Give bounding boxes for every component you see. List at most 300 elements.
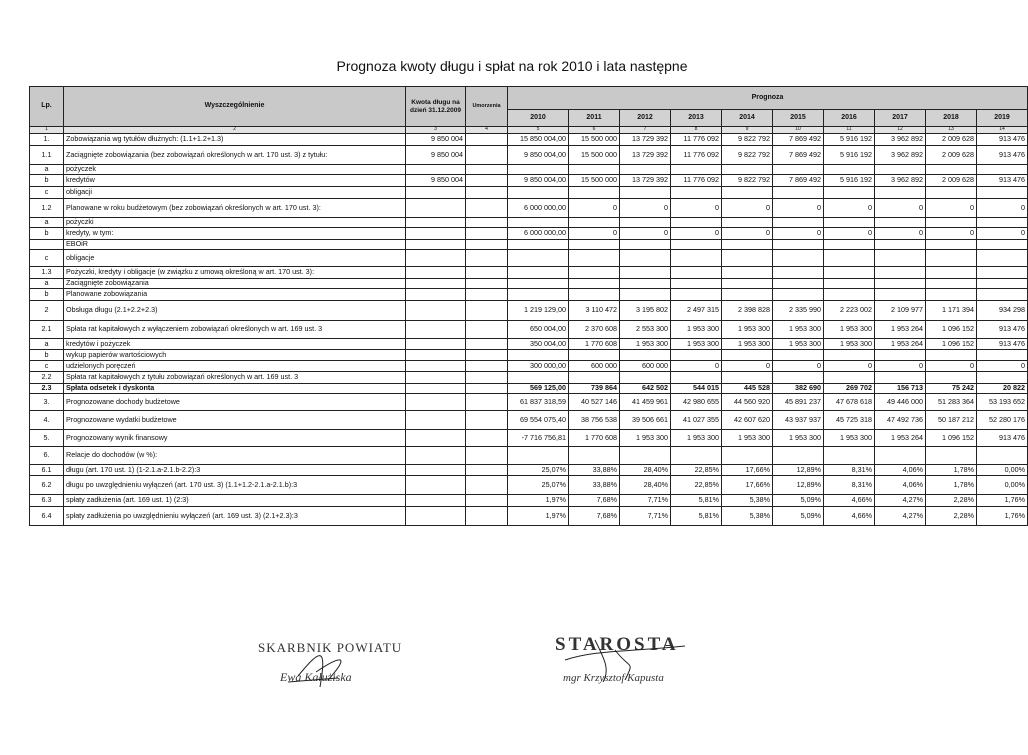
row-description: spłaty zadłużenia po uwzględnieniu wyłączeń (art. 169 ust. 3) (2.1+2.3):3 [64,507,406,526]
forecast-value-cell [977,372,1028,384]
forecast-value-cell: 913 476 [977,339,1028,350]
forecast-value-cell [569,187,620,199]
forecast-value-cell: 75 242 [926,384,977,394]
forecast-value-cell: 6 000 000,00 [508,228,569,240]
table-row [30,279,1028,289]
forecast-value-cell: 9 822 792 [722,134,773,146]
column-number: 12 [875,127,926,134]
forecast-value-cell: 38 756 538 [569,411,620,430]
forecast-value-cell: 2,28% [926,495,977,507]
row-description: Relacje do dochodów (w %): [64,447,406,465]
forecast-value-cell: 739 864 [569,384,620,394]
forecast-value-cell: 51 283 364 [926,394,977,411]
forecast-value-cell: 7 869 492 [773,146,824,165]
forecast-value-cell: 9 822 792 [722,146,773,165]
forecast-value-cell: 9 850 004,00 [508,175,569,187]
forecast-value-cell [722,447,773,465]
forecast-value-cell: 650 004,00 [508,321,569,339]
forecast-value-cell: 0 [620,199,671,218]
forecast-value-cell [671,289,722,301]
umorzenia-cell [466,411,508,430]
forecast-value-cell: 25,07% [508,465,569,476]
forecast-value-cell: 5,38% [722,495,773,507]
row-number: a [30,165,64,175]
forecast-value-cell [671,187,722,199]
forecast-value-cell [722,218,773,228]
forecast-value-cell: 17,66% [722,465,773,476]
umorzenia-cell [466,372,508,384]
forecast-value-cell: 2 109 977 [875,301,926,321]
forecast-value-cell [508,372,569,384]
year-header: 2015 [773,110,824,127]
forecast-value-cell [569,165,620,175]
forecast-value-cell: 42 607 620 [722,411,773,430]
forecast-value-cell [824,187,875,199]
col-header-kwota: Kwota długu na dzień 31.12.2009 [406,87,466,127]
forecast-value-cell: 0 [875,361,926,372]
forecast-value-cell [671,267,722,279]
forecast-value-cell [620,240,671,250]
forecast-value-cell [824,289,875,301]
forecast-value-cell: 2 009 628 [926,146,977,165]
forecast-value-cell [773,279,824,289]
forecast-value-cell: 934 298 [977,301,1028,321]
umorzenia-cell [466,301,508,321]
treasurer-signature [258,640,408,685]
umorzenia-cell [466,465,508,476]
forecast-value-cell: 269 702 [824,384,875,394]
forecast-value-cell [671,250,722,267]
forecast-value-cell [671,279,722,289]
forecast-value-cell: 382 690 [773,384,824,394]
forecast-value-cell: 0 [824,199,875,218]
starost-name: mgr Krzysztof Kapusta [563,672,664,684]
umorzenia-cell [466,165,508,175]
debt-forecast-table [29,86,1028,526]
forecast-value-cell: 1 953 300 [824,339,875,350]
forecast-value-cell [977,267,1028,279]
forecast-value-cell: 49 446 000 [875,394,926,411]
forecast-value-cell [722,187,773,199]
forecast-value-cell: 3 195 802 [620,301,671,321]
forecast-value-cell: 7 869 492 [773,134,824,146]
umorzenia-cell [466,199,508,218]
row-description: Planowane w roku budżetowym (bez zobowiązań określonych w art. 170 ust. 3): [64,199,406,218]
forecast-value-cell [671,165,722,175]
umorzenia-cell [466,430,508,447]
forecast-value-cell [773,372,824,384]
table-row [30,165,1028,175]
forecast-value-cell: 39 506 661 [620,411,671,430]
forecast-value-cell: 0 [722,199,773,218]
col-header-umorzenia: Umorzenia [466,87,508,127]
forecast-value-cell [926,447,977,465]
forecast-value-cell: 0 [671,199,722,218]
debt-amount-cell [406,476,466,495]
forecast-value-cell: 11 776 092 [671,146,722,165]
forecast-value-cell: 45 891 237 [773,394,824,411]
forecast-value-cell: 5 916 192 [824,146,875,165]
forecast-value-cell: 1 953 300 [824,321,875,339]
table-row [30,146,1028,165]
forecast-value-cell [824,267,875,279]
debt-amount-cell [406,187,466,199]
forecast-value-cell [875,289,926,301]
forecast-value-cell: 15 850 004,00 [508,134,569,146]
forecast-value-cell: 4,27% [875,507,926,526]
forecast-value-cell: 5 916 192 [824,175,875,187]
forecast-value-cell: 25,07% [508,476,569,495]
forecast-value-cell: 300 000,00 [508,361,569,372]
row-description: Spłata rat kapitałowych z wyłączeniem zobowiązań określonych w art. 169 ust. 3 [64,321,406,339]
forecast-value-cell: 1 953 300 [671,430,722,447]
forecast-value-cell [722,350,773,361]
row-number: a [30,218,64,228]
forecast-value-cell [773,187,824,199]
row-number: 6.3 [30,495,64,507]
forecast-value-cell: 2 335 990 [773,301,824,321]
table-row [30,495,1028,507]
column-number: 2 [64,127,406,134]
table-row [30,175,1028,187]
forecast-value-cell [722,240,773,250]
forecast-value-cell [824,250,875,267]
table-row [30,321,1028,339]
row-number: 4. [30,411,64,430]
forecast-value-cell [508,250,569,267]
umorzenia-cell [466,289,508,301]
forecast-value-cell [569,267,620,279]
forecast-value-cell: 0,00% [977,476,1028,495]
row-description: długu (art. 170 ust. 1) (1-2.1.a-2.1.b-2.2):3 [64,465,406,476]
forecast-value-cell: 69 554 075,40 [508,411,569,430]
forecast-value-cell: 33,88% [569,476,620,495]
forecast-value-cell [926,350,977,361]
row-number: b [30,289,64,301]
forecast-value-cell [824,447,875,465]
table-row [30,350,1028,361]
forecast-value-cell: 0 [773,199,824,218]
forecast-value-cell: 43 937 937 [773,411,824,430]
forecast-value-cell [926,187,977,199]
row-number: 2 [30,301,64,321]
debt-amount-cell [406,507,466,526]
forecast-value-cell: 0 [875,199,926,218]
treasurer-title: SKARBNIK POWIATU [258,640,403,655]
row-description: Obsługa długu (2.1+2.2+2.3) [64,301,406,321]
forecast-value-cell [722,250,773,267]
year-header: 2010 [508,110,569,127]
debt-amount-cell [406,321,466,339]
forecast-value-cell [773,350,824,361]
forecast-value-cell: 1 096 152 [926,321,977,339]
forecast-value-cell: 1,97% [508,507,569,526]
forecast-value-cell: 0 [773,228,824,240]
forecast-value-cell [926,165,977,175]
debt-amount-cell [406,394,466,411]
forecast-value-cell: 1 953 264 [875,321,926,339]
row-number: 1.2 [30,199,64,218]
forecast-value-cell: 0 [977,228,1028,240]
debt-amount-cell [406,289,466,301]
row-description: pożyczek [64,165,406,175]
table-row [30,289,1028,301]
forecast-value-cell: 7 869 492 [773,175,824,187]
forecast-value-cell: 1 953 300 [620,339,671,350]
forecast-value-cell [926,218,977,228]
debt-amount-cell [406,495,466,507]
forecast-value-cell: 5,09% [773,495,824,507]
forecast-value-cell [569,372,620,384]
forecast-value-cell [508,447,569,465]
forecast-value-cell: 22,85% [671,465,722,476]
forecast-value-cell: 0 [569,199,620,218]
table-row [30,187,1028,199]
forecast-value-cell: 12,89% [773,476,824,495]
forecast-value-cell [875,218,926,228]
table-row [30,361,1028,372]
debt-amount-cell [406,361,466,372]
row-number [30,240,64,250]
forecast-value-cell: 53 193 652 [977,394,1028,411]
forecast-value-cell [620,447,671,465]
forecast-value-cell: 1 953 264 [875,339,926,350]
forecast-value-cell: 41 027 355 [671,411,722,430]
forecast-value-cell: 0 [875,228,926,240]
table-row [30,339,1028,350]
forecast-value-cell: 9 822 792 [722,175,773,187]
forecast-value-cell: 47 492 736 [875,411,926,430]
forecast-value-cell [620,165,671,175]
table-row [30,218,1028,228]
umorzenia-cell [466,240,508,250]
umorzenia-cell [466,134,508,146]
table-row [30,465,1028,476]
forecast-value-cell [508,165,569,175]
forecast-value-cell: 28,40% [620,476,671,495]
starost-signature [555,634,735,684]
column-number: 5 [508,127,569,134]
forecast-value-cell: 1,78% [926,476,977,495]
forecast-value-cell [671,350,722,361]
forecast-value-cell: 13 729 392 [620,146,671,165]
forecast-value-cell: 52 280 176 [977,411,1028,430]
forecast-value-cell: 1 953 300 [773,339,824,350]
umorzenia-cell [466,476,508,495]
umorzenia-cell [466,146,508,165]
forecast-value-cell: 350 004,00 [508,339,569,350]
table-row [30,372,1028,384]
debt-amount-cell [406,250,466,267]
forecast-value-cell [926,289,977,301]
table-row [30,228,1028,240]
year-header: 2019 [977,110,1028,127]
forecast-value-cell: 1 953 300 [722,339,773,350]
umorzenia-cell [466,361,508,372]
forecast-value-cell [926,267,977,279]
debt-amount-cell [406,240,466,250]
forecast-value-cell: 9 850 004,00 [508,146,569,165]
forecast-value-cell: 2 223 002 [824,301,875,321]
forecast-value-cell [620,372,671,384]
forecast-value-cell: 11 776 092 [671,134,722,146]
forecast-value-cell: 0 [620,228,671,240]
debt-amount-cell [406,465,466,476]
table-row [30,134,1028,146]
row-number: 1.3 [30,267,64,279]
forecast-value-cell [671,447,722,465]
row-description: wykup papierów wartościowych [64,350,406,361]
umorzenia-cell [466,495,508,507]
column-number: 3 [406,127,466,134]
debt-amount-cell [406,339,466,350]
forecast-value-cell: 0 [977,361,1028,372]
debt-amount-cell [406,411,466,430]
forecast-value-cell [671,218,722,228]
table-row [30,301,1028,321]
forecast-value-cell: 7,68% [569,507,620,526]
forecast-value-cell [620,218,671,228]
table-row [30,240,1028,250]
forecast-value-cell: 600 000 [569,361,620,372]
forecast-value-cell: 5,81% [671,507,722,526]
column-number: 6 [569,127,620,134]
row-number: b [30,175,64,187]
forecast-value-cell: 42 980 655 [671,394,722,411]
debt-amount-cell [406,350,466,361]
forecast-value-cell: 1,78% [926,465,977,476]
row-description: Prognozowane dochody budżetowe [64,394,406,411]
forecast-value-cell: 15 500 000 [569,146,620,165]
forecast-value-cell [508,240,569,250]
forecast-value-cell: 0 [926,228,977,240]
forecast-value-cell: 913 476 [977,146,1028,165]
forecast-value-cell [875,372,926,384]
forecast-value-cell [824,240,875,250]
forecast-value-cell: 45 725 318 [824,411,875,430]
year-header: 2018 [926,110,977,127]
forecast-value-cell [620,267,671,279]
forecast-value-cell [773,289,824,301]
row-number: a [30,279,64,289]
column-number: 13 [926,127,977,134]
row-number: 6.4 [30,507,64,526]
umorzenia-cell [466,228,508,240]
forecast-value-cell: 0 [722,228,773,240]
starost-title: STAROSTA [555,634,679,655]
forecast-value-cell [824,165,875,175]
forecast-value-cell: 445 528 [722,384,773,394]
forecast-value-cell: 1 219 129,00 [508,301,569,321]
forecast-value-cell: 3 962 892 [875,175,926,187]
row-number: 3. [30,394,64,411]
page-title: Prognoza kwoty długu i spłat na rok 2010 i lata następne [336,58,688,74]
debt-amount-cell [406,165,466,175]
row-number: 6.2 [30,476,64,495]
forecast-value-cell: 5,38% [722,507,773,526]
forecast-value-cell: 1,76% [977,507,1028,526]
umorzenia-cell [466,350,508,361]
row-number: c [30,361,64,372]
forecast-value-cell: 2 370 608 [569,321,620,339]
table-row [30,384,1028,394]
umorzenia-cell [466,218,508,228]
debt-amount-cell [406,372,466,384]
forecast-value-cell: 50 187 212 [926,411,977,430]
forecast-value-cell [722,165,773,175]
column-number: 1 [30,127,64,134]
forecast-value-cell: 0 [569,228,620,240]
forecast-value-cell: 1 953 300 [671,321,722,339]
forecast-value-cell [875,250,926,267]
umorzenia-cell [466,507,508,526]
forecast-value-cell [620,250,671,267]
forecast-value-cell [977,289,1028,301]
column-number: 11 [824,127,875,134]
debt-amount-cell [406,267,466,279]
umorzenia-cell [466,267,508,279]
column-number: 7 [620,127,671,134]
forecast-value-cell [508,218,569,228]
table-row [30,199,1028,218]
debt-amount-cell: 9 850 004 [406,146,466,165]
forecast-value-cell: 0 [824,361,875,372]
row-description: kredyty, w tym: [64,228,406,240]
forecast-value-cell [671,372,722,384]
forecast-value-cell [508,289,569,301]
forecast-value-cell [722,267,773,279]
row-number: 6.1 [30,465,64,476]
forecast-value-cell: 1,76% [977,495,1028,507]
forecast-value-cell: 0 [671,228,722,240]
forecast-value-cell: 2 009 628 [926,134,977,146]
table-row [30,250,1028,267]
umorzenia-cell [466,447,508,465]
table-row [30,411,1028,430]
forecast-value-cell: 44 560 920 [722,394,773,411]
table-row [30,430,1028,447]
forecast-value-cell [977,279,1028,289]
debt-amount-cell: 9 850 004 [406,175,466,187]
forecast-value-cell [773,165,824,175]
forecast-value-cell: -7 716 756,81 [508,430,569,447]
column-number-row [30,127,1028,134]
umorzenia-cell [466,384,508,394]
forecast-value-cell: 4,06% [875,465,926,476]
row-description: obligacje [64,250,406,267]
forecast-value-cell [977,250,1028,267]
forecast-value-cell: 0 [773,361,824,372]
forecast-value-cell [569,350,620,361]
forecast-value-cell: 22,85% [671,476,722,495]
forecast-value-cell: 0 [824,228,875,240]
row-description: spłaty zadłużenia (art. 169 ust. 1) (2:3) [64,495,406,507]
forecast-value-cell [620,187,671,199]
row-description: Pożyczki, kredyty i obligacje (w związku z umową określoną w art. 170 ust. 3): [64,267,406,279]
forecast-value-cell: 0 [926,361,977,372]
forecast-value-cell: 1 953 300 [722,321,773,339]
forecast-value-cell [773,267,824,279]
year-header: 2013 [671,110,722,127]
umorzenia-cell [466,187,508,199]
forecast-value-cell: 1 953 264 [875,430,926,447]
forecast-value-cell [569,250,620,267]
forecast-value-cell: 12,89% [773,465,824,476]
starost-signature-scribble [555,630,735,690]
forecast-value-cell [875,187,926,199]
forecast-value-cell [875,350,926,361]
debt-amount-cell [406,218,466,228]
